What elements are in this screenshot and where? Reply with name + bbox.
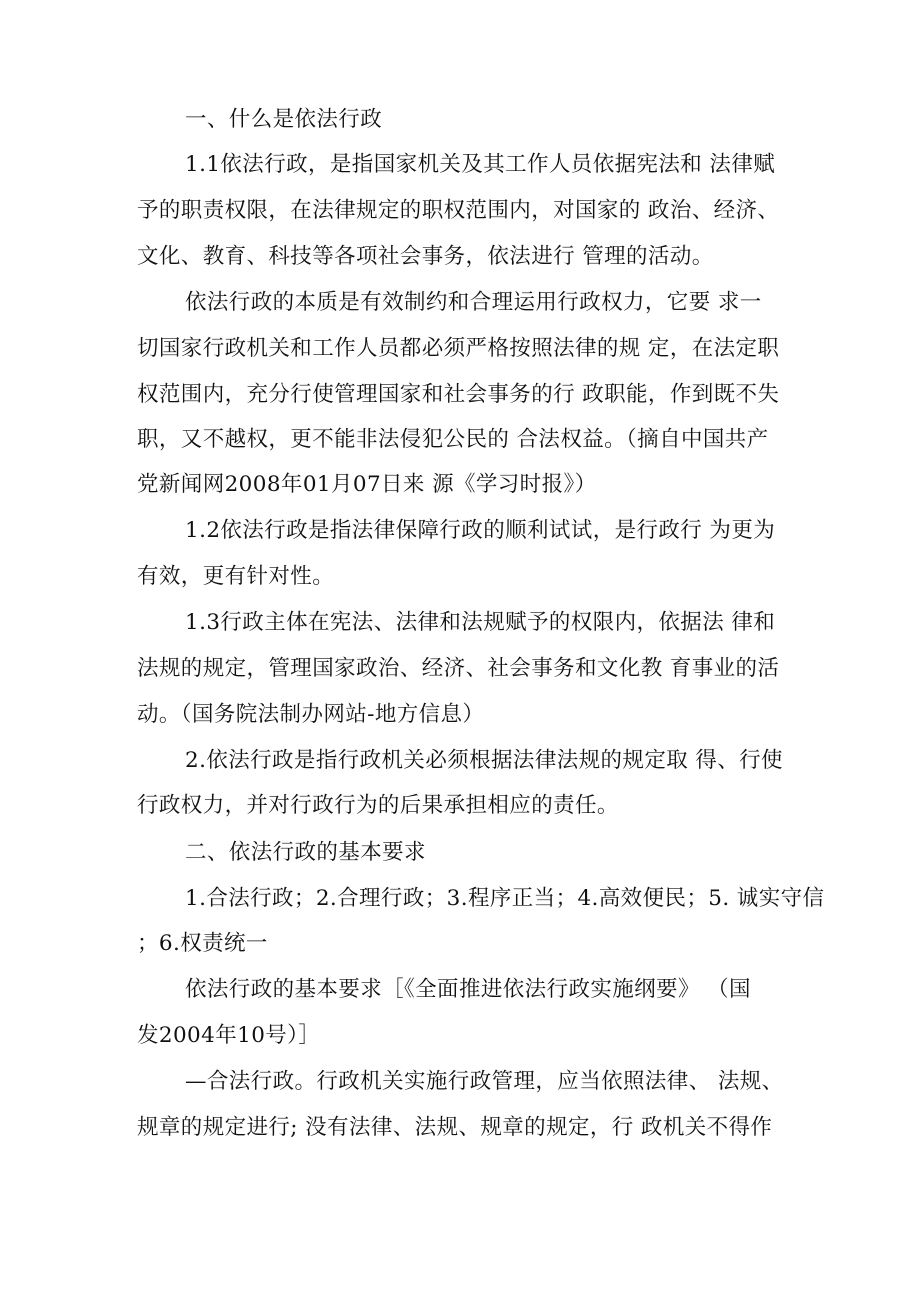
paragraph-line: 1.3行政主体在宪法、法律和法规赋予的权限内，依据法 律和: [185, 610, 776, 635]
paragraph-line: 动。（国务院法制办网站-地方信息）: [137, 702, 485, 727]
paragraph-line: 依法行政的基本要求［《全面推进依法行政实施纲要》 （国: [185, 977, 751, 1002]
section-heading-2: 二、依法行政的基本要求: [185, 840, 426, 865]
paragraph-line: 法规的规定，管理国家政治、经济、社会事务和文化教 育事业的活: [137, 656, 780, 681]
paragraph-line: 行政权力，并对行政行为的后果承担相应的责任。: [137, 793, 619, 818]
paragraph-line: 文化、教育、科技等各项社会事务，依法进行 管理的活动。: [137, 244, 714, 269]
paragraph-line: —合法行政。行政机关实施行政管理，应当依照法律、 法规、: [185, 1069, 784, 1094]
paragraph-line: 有效，更有针对性。: [137, 564, 335, 589]
paragraph-line: 发2004年10号）］: [137, 1023, 321, 1048]
paragraph-line: 依法行政的本质是有效制约和合理运用行政权力，它要 求一: [185, 290, 762, 315]
paragraph-line: 予的职责权限，在法律规定的职权范围内，对国家的 政治、经济、: [137, 198, 780, 223]
paragraph-line: 1.合法行政；2.合理行政；3.程序正当；4.高效便民；5. 诚实守信: [185, 886, 825, 911]
paragraph-line: 1.2依法行政是指法律保障行政的顺利试试，是行政行 为更为: [185, 518, 776, 543]
paragraph-line: 规章的规定进行; 没有法律、法规、规章的规定，行 政机关不得作: [137, 1115, 773, 1140]
paragraph-line: 职，又不越权，更不能非法侵犯公民的 合法权益。（摘自中国共产: [137, 427, 769, 452]
paragraph-line: 2.依法行政是指行政机关必须根据法律法规的规定取 得、行使: [185, 748, 783, 773]
paragraph-line: 权范围内，充分行使管理国家和社会事务的行 政职能，作到既不失: [137, 382, 780, 407]
paragraph-line: 党新闻网2008年01月07日来 源《学习时报》）: [137, 472, 597, 497]
paragraph-line: ；6.权责统一: [137, 931, 268, 956]
paragraph-line: 切国家行政机关和工作人员都必须严格按照法律的规 定，在法定职: [137, 336, 780, 361]
section-heading-1: 一、什么是依法行政: [185, 107, 383, 132]
paragraph-line: 1.1依法行政，是指国家机关及其工作人员依据宪法和 法律赋: [185, 152, 776, 177]
